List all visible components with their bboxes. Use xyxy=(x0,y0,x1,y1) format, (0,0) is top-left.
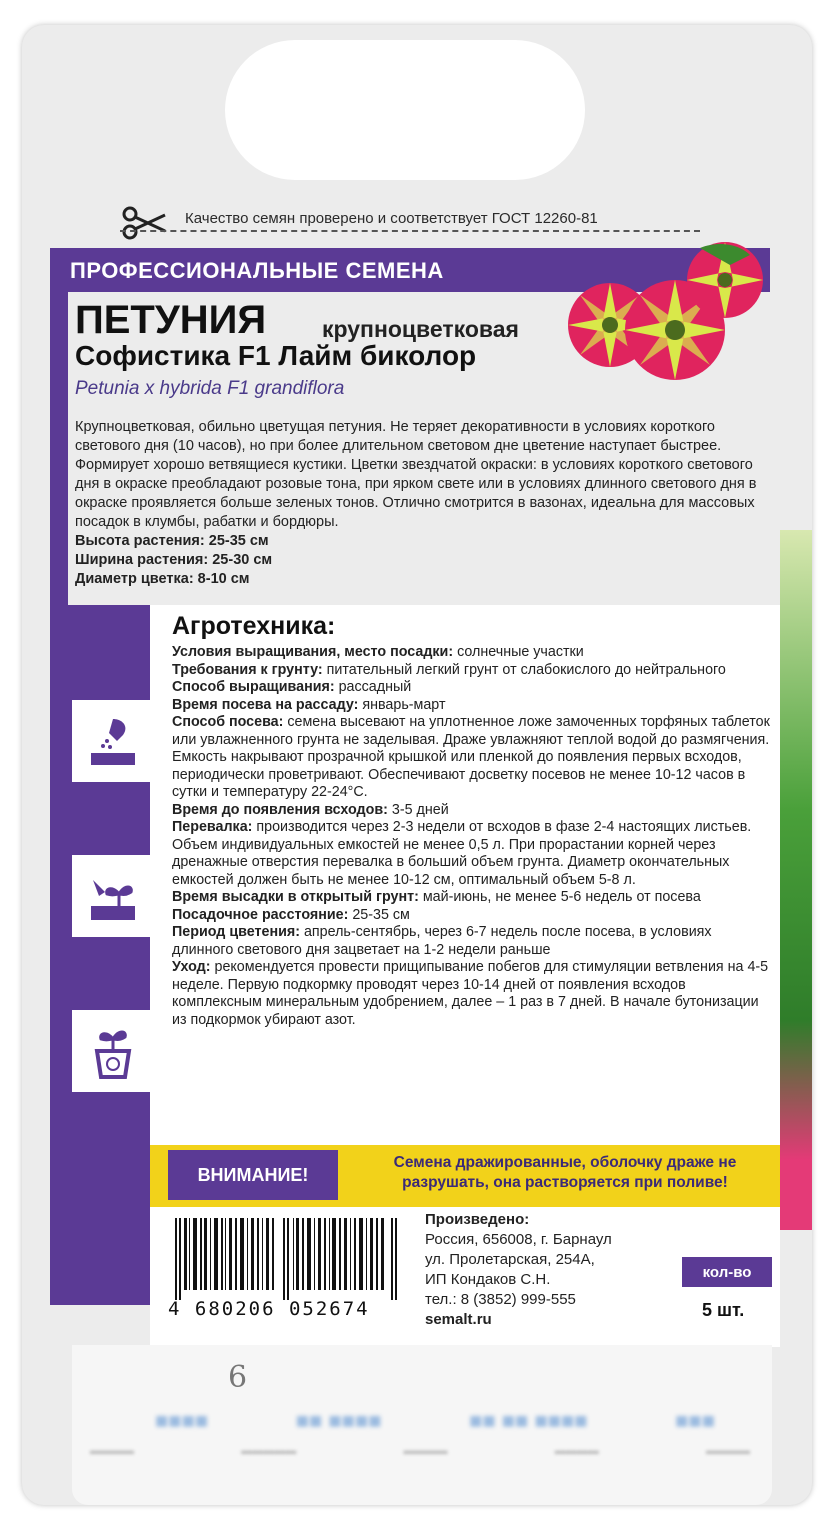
side-band xyxy=(50,248,68,608)
blurred-value: ■■■ xyxy=(675,1408,715,1433)
maker-line: ИП Кондаков С.Н. xyxy=(425,1271,551,1288)
pot-plant-icon xyxy=(72,1010,154,1092)
agro-item: Условия выращивания, место посадки: солнечные участки xyxy=(172,644,584,660)
barcode-image xyxy=(175,1218,400,1300)
maker-line: тел.: 8 (3852) 999-555 xyxy=(425,1291,576,1308)
agro-item: Способ выращивания: рассадный xyxy=(172,679,412,695)
agro-item: Период цветения: апрель-сентябрь, через 6-7 недель после посева, в условиях длинного светового дня зацветает на 1-2 недели раньше xyxy=(172,924,712,958)
maker-heading: Произведено: xyxy=(425,1211,530,1228)
blurred-value: ■■ ■■■■ xyxy=(295,1408,382,1433)
agro-item: Уход: рекомендуется провести прищипывание побегов для стимуляции ветвления на 4-5 неделе. Первую подкормку проводят через 10-14 дней от появления всходов комплексным минеральным удобрением, далее – 1 раз в 7 дней. В начале бутонизации из подкормок убирают азот. xyxy=(172,959,769,1028)
agro-item: Время высадки в открытый грунт: май-июнь, не менее 5-6 недель от посева xyxy=(172,889,701,905)
spec-diameter: Диаметр цветка: 8-10 см xyxy=(75,571,250,587)
petunia-flowers-image xyxy=(560,240,770,395)
spec-width: Ширина растения: 25-30 см xyxy=(75,552,273,568)
description-block xyxy=(75,418,775,589)
product-name: ПЕТУНИЯ xyxy=(75,298,267,342)
barcode-number: 4 680206 052674 xyxy=(168,1298,370,1320)
handwritten-mark: 6 xyxy=(228,1360,248,1395)
agro-title: Агротехника: xyxy=(172,612,336,640)
agro-item: Перевалка: производится через 2-3 недели от всходов в фазе 2-4 настоящих листьев. Объем индивидуальных емкостей не менее 0,5 л. При прорастании корней через дренажные отверстия перевалка в больший объем грунта. Диаметр окончательных емкостей должен быть не менее 10-12 см, оптимальный объем 5-8 л. xyxy=(172,819,752,888)
agro-item: Посадочное расстояние: 25-35 см xyxy=(172,906,410,923)
product-variety: Софистика F1 Лайм биколор xyxy=(75,340,477,371)
agro-list xyxy=(172,644,772,1029)
blurred-label: ▬▬▬▬ xyxy=(554,1445,599,1457)
agro-item: Время посева на рассаду: январь-март xyxy=(172,696,446,713)
quantity-label: кол-во xyxy=(682,1257,772,1287)
agro-item: Требования к грунту: питательный легкий грунт от слабокислого до нейтрального xyxy=(172,661,726,678)
maker-line: Россия, 656008, г. Барнаул xyxy=(425,1231,612,1248)
manufacturer-info xyxy=(425,1210,612,1330)
warning-text: Семена дражированные, оболочку драже не разрушать, она растворяется при поливе! xyxy=(393,1154,737,1191)
cut-line xyxy=(120,230,700,232)
blurred-value: ■■ ■■ ■■■■ xyxy=(469,1408,588,1433)
quality-note: Качество семян проверено и соответствует ГОСТ 12260-81 xyxy=(185,210,598,227)
blurred-value: ■■■■ xyxy=(155,1408,209,1433)
pro-seeds-label: ПРОФЕССИОНАЛЬНЫЕ СЕМЕНА xyxy=(70,258,444,283)
maker-line: ул. Пролетарская, 254А, xyxy=(425,1251,595,1268)
agro-item: Способ посева: семена высевают на уплотненное ложе замоченных торфяных таблеток или увлажненного грунта не заделывая. Драже увлажняют теплой водой до размягчения. Емкость накрывают прозрачной крышкой или пленкой до появления первых всходов, периодически проветривают. Обеспечивают досветку посевов не менее 10-12 часов в сутки и температуру 22-24°С. xyxy=(172,714,770,800)
maker-website: semalt.ru xyxy=(425,1311,492,1328)
hang-hole xyxy=(225,40,585,180)
seedling-icon xyxy=(72,855,154,937)
quantity-value: 5 шт. xyxy=(702,1300,745,1320)
sowing-icon xyxy=(72,700,154,782)
warning-label: ВНИМАНИЕ! xyxy=(168,1150,338,1200)
blurred-label: ▬▬▬▬▬ xyxy=(241,1445,297,1457)
leaf-edge xyxy=(780,530,812,1230)
product-subtitle: крупноцветковая xyxy=(322,316,519,342)
latin-name: Petunia x hybrida F1 grandiflora xyxy=(75,378,345,399)
blurred-stamp-labels xyxy=(90,1445,750,1457)
spec-height: Высота растения: 25-35 см xyxy=(75,533,269,549)
blurred-label: ▬▬▬▬ xyxy=(403,1445,448,1457)
agro-item: Время до появления всходов: 3-5 дней xyxy=(172,801,449,818)
blurred-label: ▬▬▬▬ xyxy=(90,1445,134,1457)
scissors-icon xyxy=(120,205,170,241)
blurred-label: ▬▬▬▬ xyxy=(706,1445,750,1457)
blurred-stamp-values xyxy=(155,1408,715,1434)
description-text: Крупноцветковая, обильно цветущая петуния. Не теряет декоративности в условиях короткого светового дня (10 часов), но при более длительном световом дне цветение наступает быстрее. Формирует хорошо ветвящиеся кустики. Цветки звездчатой окраски: в условиях короткого светового дня в окраске преобладают розовые тона, при ярком свете или в условиях длинного светового дня в окраске проявляется больше зеленых тонов. Отлично смотрится в вазонах, идеальна для массовых посадок в клумбы, рабатки и бордюры. xyxy=(75,419,757,530)
